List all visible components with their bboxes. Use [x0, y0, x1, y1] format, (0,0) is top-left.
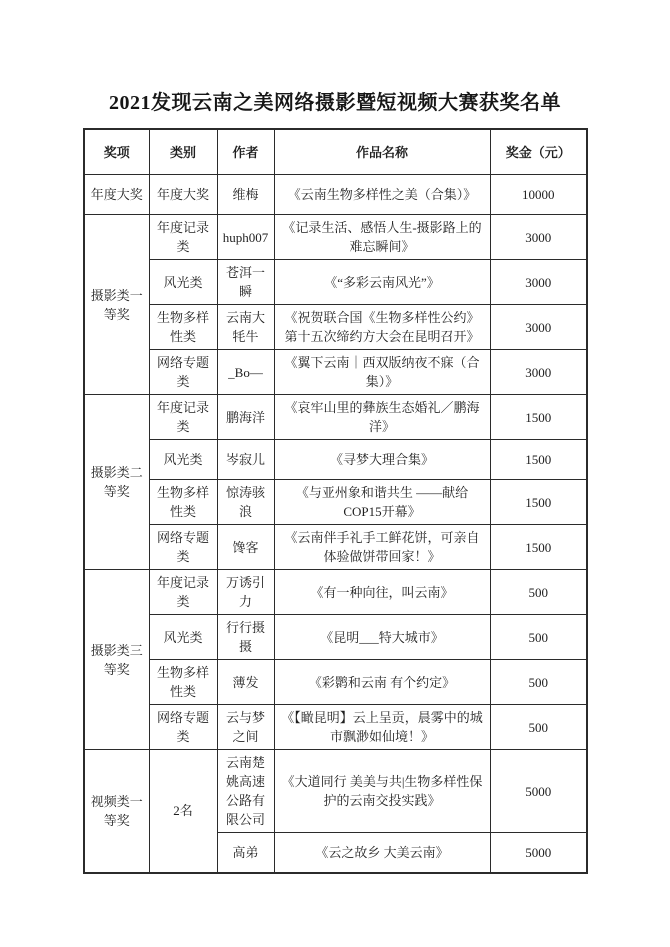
- table-header: [84, 129, 587, 175]
- table-row: [84, 570, 587, 615]
- category-cell: 网络专题类: [149, 705, 217, 750]
- table-row: [84, 175, 587, 215]
- author-cell: 岑寂儿: [217, 440, 274, 480]
- prize-cell: 500: [490, 660, 587, 705]
- col-header-work: 作品名称: [274, 129, 490, 175]
- prize-cell: 1500: [490, 395, 587, 440]
- table-row: [84, 660, 587, 705]
- prize-cell: 500: [490, 615, 587, 660]
- table-row: [84, 395, 587, 440]
- work-cell: 《昆明___特大城市》: [274, 615, 490, 660]
- prize-cell: 500: [490, 705, 587, 750]
- table-row: [84, 750, 587, 833]
- work-cell: 《云之故乡 大美云南》: [274, 833, 490, 873]
- prize-cell: 3000: [490, 260, 587, 305]
- col-header-prize: 奖金（元）: [490, 129, 587, 175]
- author-cell: _Bo—: [217, 350, 274, 395]
- work-cell: 《彩鹮和云南 有个约定》: [274, 660, 490, 705]
- table-row: [84, 480, 587, 525]
- work-cell: 《寻梦大理合集》: [274, 440, 490, 480]
- category-cell: 风光类: [149, 260, 217, 305]
- prize-cell: 1500: [490, 480, 587, 525]
- author-cell: huph007: [217, 215, 274, 260]
- author-cell: 高弟: [217, 833, 274, 873]
- work-cell: 《大道同行 美美与共|生物多样性保护的云南交投实践》: [274, 750, 490, 833]
- col-header-author: 作者: [217, 129, 274, 175]
- table-row: [84, 615, 587, 660]
- prize-cell: 3000: [490, 350, 587, 395]
- col-header-category: 类别: [149, 129, 217, 175]
- award-cell: 视频类一等奖: [84, 750, 149, 873]
- category-cell: 网络专题类: [149, 350, 217, 395]
- work-cell: 《云南伴手礼手工鲜花饼，可亲自体验做饼带回家！》: [274, 525, 490, 570]
- work-cell: 《云南生物多样性之美（合集）》: [274, 175, 490, 215]
- author-cell: 苍洱一瞬: [217, 260, 274, 305]
- category-cell: 生物多样性类: [149, 305, 217, 350]
- prize-cell: 500: [490, 570, 587, 615]
- header-row: [84, 129, 587, 175]
- author-cell: 薄发: [217, 660, 274, 705]
- table-row: [84, 440, 587, 480]
- table-row: [84, 215, 587, 260]
- award-cell: 摄影类一等奖: [84, 215, 149, 395]
- work-cell: 《有一种向往，叫云南》: [274, 570, 490, 615]
- author-cell: 维梅: [217, 175, 274, 215]
- award-cell: 年度大奖: [84, 175, 149, 215]
- category-cell: 年度大奖: [149, 175, 217, 215]
- col-header-award: 奖项: [84, 129, 149, 175]
- work-cell: 《【瞰昆明】云上呈贡，晨雾中的城市飘渺如仙境！》: [274, 705, 490, 750]
- author-cell: 云南楚姚高速公路有限公司: [217, 750, 274, 833]
- work-cell: 《祝贺联合国《生物多样性公约》第十五次缔约方大会在昆明召开》: [274, 305, 490, 350]
- table-row: [84, 305, 587, 350]
- author-cell: 鹏海洋: [217, 395, 274, 440]
- award-cell: 摄影类三等奖: [84, 570, 149, 750]
- category-cell: 风光类: [149, 615, 217, 660]
- table-row: [84, 525, 587, 570]
- work-cell: 《与亚州象和谐共生 ——献给COP15开幕》: [274, 480, 490, 525]
- category-cell: 年度记录类: [149, 215, 217, 260]
- category-cell: 网络专题类: [149, 525, 217, 570]
- table-row: [84, 260, 587, 305]
- category-cell: 风光类: [149, 440, 217, 480]
- work-cell: 《哀牢山里的彝族生态婚礼／鹏海洋》: [274, 395, 490, 440]
- category-cell: 生物多样性类: [149, 480, 217, 525]
- author-cell: 万诱引力: [217, 570, 274, 615]
- table-body: [84, 175, 587, 873]
- prize-cell: 1500: [490, 440, 587, 480]
- page-title: 2021发现云南之美网络摄影暨短视频大赛获奖名单: [109, 92, 561, 114]
- category-cell: 2名: [149, 750, 217, 873]
- author-cell: 馋客: [217, 525, 274, 570]
- prize-cell: 1500: [490, 525, 587, 570]
- category-cell: 年度记录类: [149, 570, 217, 615]
- author-cell: 行行摄摄: [217, 615, 274, 660]
- work-cell: 《记录生活、感悟人生-摄影路上的难忘瞬间》: [274, 215, 490, 260]
- work-cell: 《“多彩云南风光”》: [274, 260, 490, 305]
- author-cell: 云与梦之间: [217, 705, 274, 750]
- prize-cell: 5000: [490, 750, 587, 833]
- category-cell: 生物多样性类: [149, 660, 217, 705]
- prize-cell: 10000: [490, 175, 587, 215]
- award-cell: 摄影类二等奖: [84, 395, 149, 570]
- author-cell: 云南大牦牛: [217, 305, 274, 350]
- prize-cell: 5000: [490, 833, 587, 873]
- work-cell: 《翼下云南｜西双版纳夜不寐（合集）》: [274, 350, 490, 395]
- table-row: [84, 705, 587, 750]
- author-cell: 惊涛骇浪: [217, 480, 274, 525]
- prize-cell: 3000: [490, 215, 587, 260]
- prize-cell: 3000: [490, 305, 587, 350]
- category-cell: 年度记录类: [149, 395, 217, 440]
- award-table: [83, 128, 588, 874]
- table-row: [84, 350, 587, 395]
